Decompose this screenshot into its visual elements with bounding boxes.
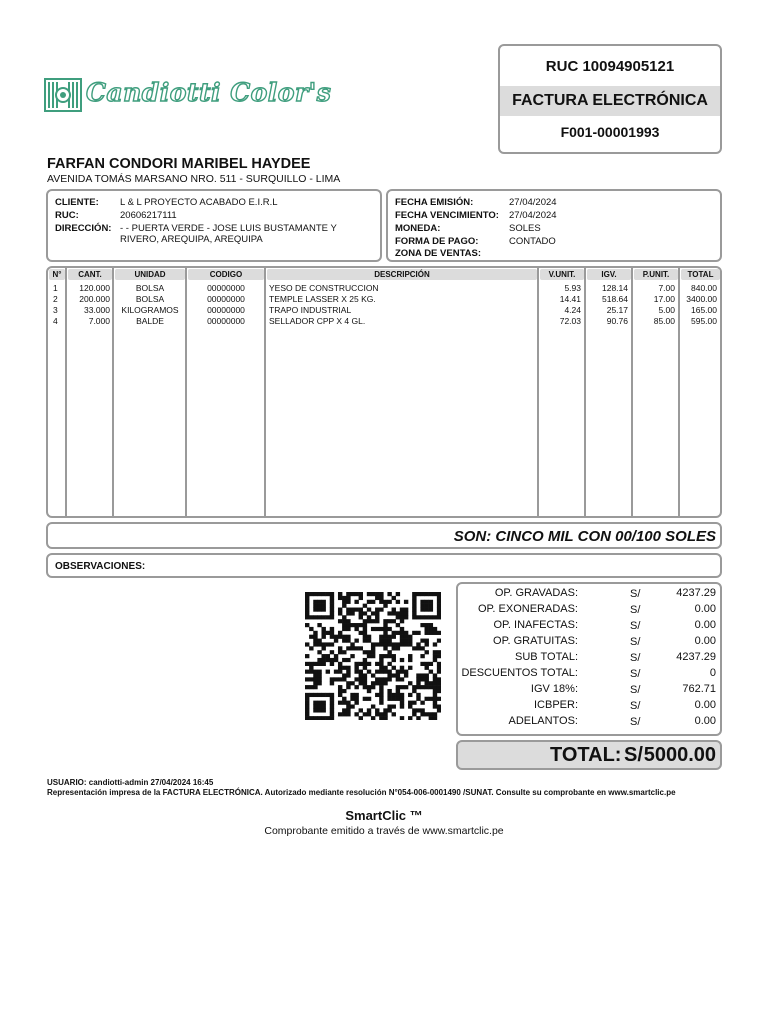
cell-quantity: 200.000 (79, 294, 110, 304)
cell-quantity: 120.000 (79, 283, 110, 293)
cell-index: 4 (53, 316, 58, 326)
total-label: ADELANTOS: (508, 715, 578, 727)
cell-total: 595.00 (691, 316, 717, 326)
cell-code: 00000000 (207, 294, 245, 304)
total-currency: S/ (630, 716, 641, 728)
column-divider (185, 268, 187, 516)
total-currency: S/ (630, 700, 641, 712)
cell-unit-value: 72.03 (559, 316, 581, 326)
total-value: 0.00 (694, 619, 716, 631)
cell-description: TRAPO INDUSTRIAL (269, 305, 352, 315)
header-total: TOTAL (681, 269, 720, 280)
header-igv: IGV. (587, 269, 631, 280)
total-currency: S/ (630, 604, 641, 616)
company-name: FARFAN CONDORI MARIBEL HAYDEE (47, 156, 311, 172)
emission-date-value: 27/04/2024 (509, 197, 557, 208)
qr-code (305, 592, 441, 720)
client-info-box (46, 189, 382, 262)
cell-igv: 518.64 (602, 294, 628, 304)
column-divider (65, 268, 67, 516)
cell-igv: 25.17 (606, 305, 628, 315)
payment-label: FORMA DE PAGO: (395, 236, 479, 247)
cell-description: SELLADOR CPP X 4 GL. (269, 316, 366, 326)
client-label: CLIENTE: (55, 197, 99, 208)
cell-unit-price: 5.00 (658, 305, 675, 315)
total-currency: S/ (630, 668, 641, 680)
total-label: ICBPER: (533, 699, 578, 711)
document-number: F001-00001993 (560, 124, 660, 140)
cell-description: TEMPLE LASSER X 25 KG. (269, 294, 376, 304)
total-currency: S/ (630, 652, 641, 664)
column-divider (678, 268, 680, 516)
total-value: 762.71 (682, 683, 716, 695)
header-unit-price: P.UNIT. (634, 269, 678, 280)
cell-code: 00000000 (207, 316, 245, 326)
observations-label: OBSERVACIONES: (55, 561, 146, 572)
footer-legal-note: Representación impresa de la FACTURA ELECTRÓNICA. Autorizado mediante resolución N°054-006-0001490 /SUNAT. Consulte su comprobante en www.smartclic.pe (47, 788, 676, 797)
cell-code: 00000000 (207, 305, 245, 315)
qr-code-icon (305, 592, 441, 720)
footer-user: USUARIO: candiotti-admin 27/04/2024 16:45 (47, 778, 214, 787)
total-label: DESCUENTOS TOTAL: (461, 667, 578, 679)
total-label: IGV 18%: (530, 683, 578, 695)
cell-code: 00000000 (207, 283, 245, 293)
cell-unit-value: 4.24 (564, 305, 581, 315)
grand-total-currency: S/ (624, 744, 643, 766)
header-unit-value: V.UNIT. (540, 269, 584, 280)
total-currency: S/ (630, 684, 641, 696)
observations-box (46, 553, 722, 578)
header-quantity: CANT. (68, 269, 112, 280)
total-label: OP. INAFECTAS: (493, 619, 578, 631)
totals-box (456, 582, 722, 736)
cell-quantity: 7.000 (88, 316, 110, 326)
cell-index: 3 (53, 305, 58, 315)
cell-unit-price: 17.00 (653, 294, 675, 304)
client-address-line1: - - PUERTA VERDE - JOSE LUIS BUSTAMANTE Y (120, 223, 337, 234)
due-date-label: FECHA VENCIMIENTO: (395, 210, 499, 221)
client-ruc-value: 20606217111 (120, 210, 177, 221)
grand-total-box (456, 740, 722, 770)
total-currency: S/ (630, 636, 641, 648)
amount-in-words: SON: CINCO MIL CON 00/100 SOLES (453, 528, 716, 545)
cell-total: 840.00 (691, 283, 717, 293)
cell-unit-value: 5.93 (564, 283, 581, 293)
footer-brand: SmartClic ™ (345, 808, 423, 823)
items-table (46, 266, 722, 518)
total-value: 0.00 (694, 635, 716, 647)
cell-index: 2 (53, 294, 58, 304)
cell-igv: 90.76 (606, 316, 628, 326)
total-label: SUB TOTAL: (515, 651, 578, 663)
header-unit: UNIDAD (115, 269, 185, 280)
cell-total: 3400.00 (686, 294, 717, 304)
logo-wordmark: Candiotti Color's (86, 78, 332, 107)
payment-value: CONTADO (509, 236, 556, 247)
cell-unit-value: 14.41 (559, 294, 581, 304)
total-value: 0 (709, 667, 716, 679)
currency-label: MONEDA: (395, 223, 441, 234)
cell-unit-price: 85.00 (653, 316, 675, 326)
total-currency: S/ (630, 620, 641, 632)
column-divider (537, 268, 539, 516)
column-divider (584, 268, 586, 516)
total-currency: S/ (630, 588, 641, 600)
emission-date-label: FECHA EMISIÓN: (395, 197, 474, 208)
header-index: N° (49, 269, 65, 280)
client-value: L & L PROYECTO ACABADO E.I.R.L (120, 197, 278, 208)
document-type: FACTURA ELECTRÓNICA (500, 86, 720, 116)
total-label: OP. GRAVADAS: (494, 587, 578, 599)
ruc-number: RUC 10094905121 (545, 58, 675, 75)
company-address: AVENIDA TOMÁS MARSANO NRO. 511 - SURQUILLO - LIMA (47, 173, 341, 185)
logo-emblem-icon (44, 76, 84, 114)
client-address-line2: RIVERO, AREQUIPA, AREQUIPA (120, 234, 263, 245)
cell-unit-price: 7.00 (658, 283, 675, 293)
cell-description: YESO DE CONSTRUCCION (269, 283, 379, 293)
column-divider (112, 268, 114, 516)
total-label: OP. GRATUITAS: (493, 635, 578, 647)
total-value: 0.00 (694, 715, 716, 727)
total-label: OP. EXONERADAS: (477, 603, 578, 615)
cell-igv: 128.14 (602, 283, 628, 293)
cell-unit: BALDE (136, 316, 164, 326)
due-date-value: 27/04/2024 (509, 210, 557, 221)
cell-index: 1 (53, 283, 58, 293)
grand-total-value: 5000.00 (643, 744, 716, 766)
total-value: 4237.29 (676, 651, 716, 663)
invoice-details-box (386, 189, 722, 262)
header-description: DESCRIPCIÓN (267, 269, 537, 280)
grand-total-label: TOTAL: (550, 744, 622, 766)
cell-unit: KILOGRAMOS (121, 305, 179, 315)
total-value: 0.00 (694, 603, 716, 615)
header-code: CODIGO (188, 269, 264, 280)
total-value: 4237.29 (676, 587, 716, 599)
cell-total: 165.00 (691, 305, 717, 315)
column-divider (631, 268, 633, 516)
cell-unit: BOLSA (135, 283, 165, 293)
cell-quantity: 33.000 (84, 305, 110, 315)
total-value: 0.00 (694, 699, 716, 711)
client-ruc-label: RUC: (55, 210, 79, 221)
footer-note: Comprobante emitido a través de www.smartclic.pe (264, 825, 504, 837)
sales-zone-label: ZONA DE VENTAS: (395, 248, 482, 259)
column-divider (264, 268, 266, 516)
cell-unit: BOLSA (135, 294, 165, 304)
amount-in-words-box (46, 522, 722, 549)
currency-value: SOLES (509, 223, 541, 234)
ruc-box (498, 44, 722, 154)
client-address-label: DIRECCIÓN: (55, 223, 112, 234)
